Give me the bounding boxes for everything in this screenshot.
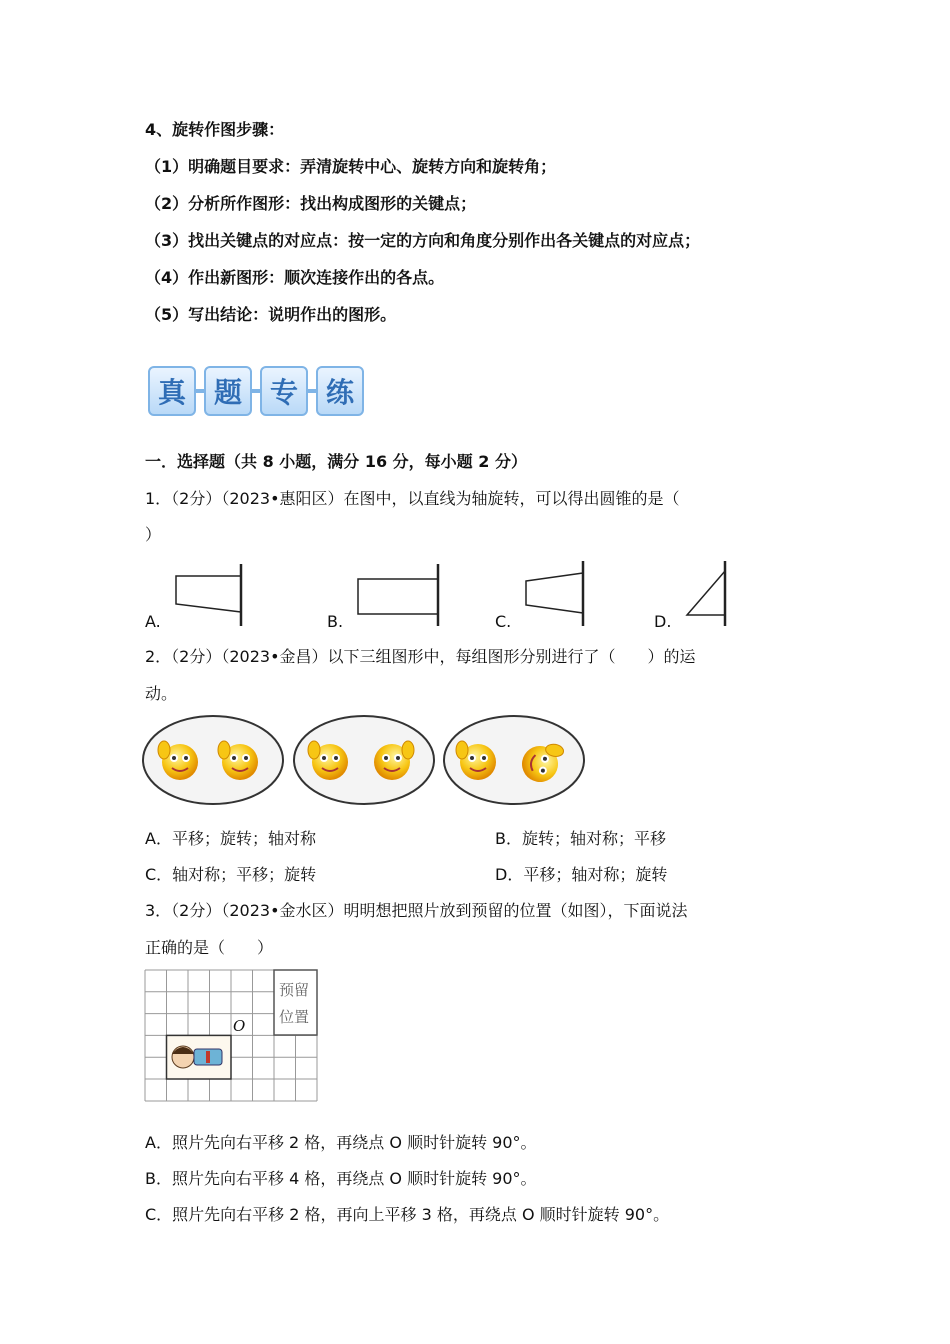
reserved-label-2: 位置 xyxy=(279,1008,310,1026)
banner-char: 专 xyxy=(260,366,308,416)
q2-option-b[interactable]: B．旋转；轴对称；平移 xyxy=(495,829,666,848)
q2-option-c[interactable]: C．轴对称；平移；旋转 xyxy=(145,865,317,884)
banner-char: 题 xyxy=(204,366,252,416)
step-item: （2）分析所作图形：找出构成图形的关键点； xyxy=(145,194,477,213)
q1-option-b[interactable]: B. xyxy=(327,612,344,631)
q3-option-c[interactable]: C．照片先向右平移 2 格，再向上平移 3 格，再绕点 O 顺时针旋转 90°。 xyxy=(145,1205,670,1224)
step-item: （5）写出结论：说明作出的图形。 xyxy=(145,305,397,324)
q1-stem: 1．（2分）（2023•惠阳区）在图中，以直线为轴旋转，可以得出圆锥的是（ xyxy=(145,489,680,508)
q1-stem-cont: ） xyxy=(145,525,162,544)
q2-stem: 2．（2分）（2023•金昌）以下三组图形中，每组图形分别进行了（ ）的运 xyxy=(145,647,696,666)
photo-figure xyxy=(167,1035,232,1079)
reserved-label-1: 预留 xyxy=(279,981,310,999)
steps-title: 4、旋转作图步骤： xyxy=(145,120,285,139)
step-item: （4）作出新图形：顺次连接作出的各点。 xyxy=(145,268,445,287)
step-item: （3）找出关键点的对应点：按一定的方向和角度分别作出各关键点的对应点； xyxy=(145,231,701,250)
q2-stem-cont: 动。 xyxy=(145,684,178,703)
q3-option-a[interactable]: A．照片先向右平移 2 格，再绕点 O 顺时针旋转 90°。 xyxy=(145,1133,537,1152)
banner-char: 真 xyxy=(148,366,196,416)
q3-stem: 3．（2分）（2023•金水区）明明想把照片放到预留的位置（如图），下面说法 xyxy=(145,901,688,920)
q3-option-b[interactable]: B．照片先向右平移 4 格，再绕点 O 顺时针旋转 90°。 xyxy=(145,1169,537,1188)
q2-option-d[interactable]: D．平移；轴对称；旋转 xyxy=(495,865,668,884)
q1-option-d[interactable]: D. xyxy=(654,612,672,631)
q3-stem-cont: 正确的是（ ） xyxy=(145,938,274,957)
section-heading: 一．选择题（共 8 小题，满分 16 分，每小题 2 分） xyxy=(145,452,527,471)
step-item: （1）明确题目要求：弄清旋转中心、旋转方向和旋转角； xyxy=(145,157,557,176)
q1-option-c[interactable]: C. xyxy=(495,612,512,631)
q2-option-a[interactable]: A．平移；旋转；轴对称 xyxy=(145,829,316,848)
point-o-label: O xyxy=(233,1017,246,1035)
q1-option-a[interactable]: A. xyxy=(145,612,161,631)
banner-char: 练 xyxy=(316,366,364,416)
